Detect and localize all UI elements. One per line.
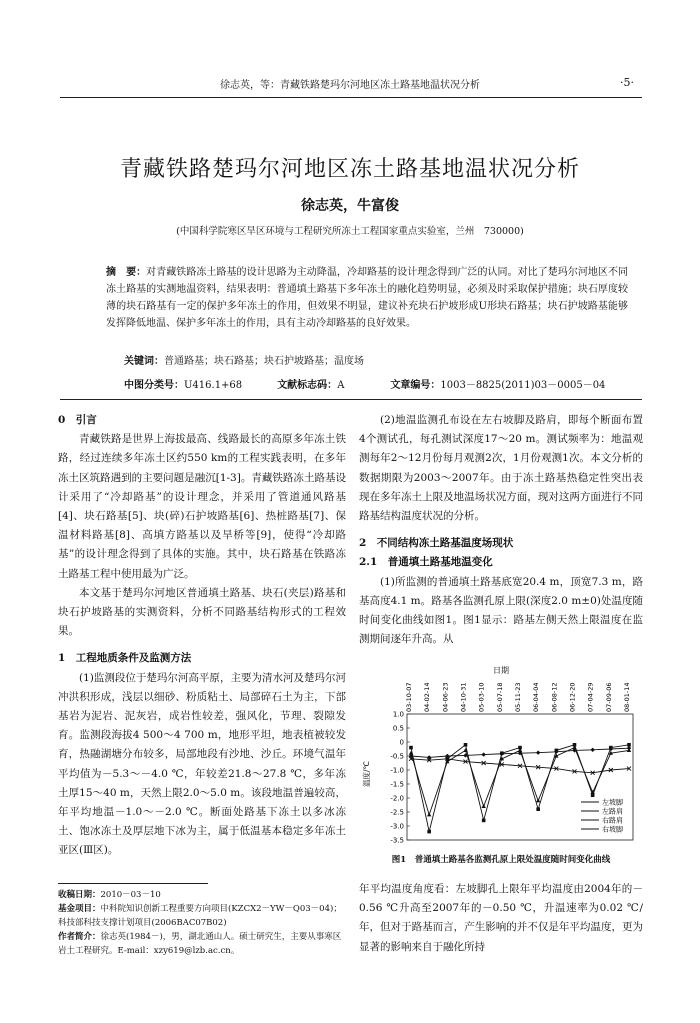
article-label: 文章编号： [390,380,441,391]
data-point [536,807,540,811]
y-tick-label: -1.5 [390,780,404,789]
data-point [500,751,504,755]
page-number: ·5· [620,76,634,89]
y-tick-label: -3.5 [390,836,404,845]
x-tick-label: 05-11-23 [514,682,522,712]
abstract-text: 对青藏铁路冻土路基的设计思路为主动降温，冷却路基的设计理念得到广泛的认同。对比了楚玛尔河地区不同冻土路基的实测地温资料，结果表明：普通填土路基下多年冻土的融化趋势明显，必须及时采取保护措施；块石厚度较薄的块石路基有一定的保护多年冻土的作用，但效果不明显，建议补充块石护坡形成U形块石路基；块石护坡路基能够发挥降低地温、保护多年冻土的作用，具有主动冷却路基的良好效果。 [106,267,629,329]
clc-label: 中图分类号： [124,380,184,391]
data-point [590,748,594,752]
data-point [481,804,485,808]
received-label: 收稿日期： [58,890,101,900]
x-tick-label: 05-07-18 [495,682,504,712]
keywords [124,352,364,367]
series-line [411,748,629,815]
header-rule [60,97,642,98]
y-tick-label: -2.0 [390,794,404,803]
section-0-paragraph-2: 本文基于楚玛尔河地区普通填土路基、块石(夹层)路基和块石护坡路基的实测资料，分析不同路基结构形式的工程效果。 [58,586,346,638]
right-paragraph-cont: (2)地温监测孔布设在左右坡脚及路肩，即每个断面布置4个测试孔，每孔测试深度17～20 m。测试频率为：地温观测每年2～12月份每月观测2次，1月份观测1次。本文分析的数据期限为2003～2007年。由于冻土路基热稳定性突出表现在多年冻土上限及地温场状况方面，现对这两方面进行不同路基结构温度状况的分析。 [359,414,643,523]
right-column-bottom [359,880,643,957]
data-point [464,743,468,747]
paper-title: 青藏铁路楚玛尔河地区冻土路基地温状况分析 [119,157,580,182]
running-header: 徐志英，等：青藏铁路楚玛尔河地区冻土路基地温状况分析 [220,80,480,91]
data-point [409,746,413,750]
y-axis-label: 温度/℃ [362,761,371,787]
section-0-paragraph-1: 青藏铁路是世界上海拔最高、线路最长的高原多年冻土铁路，经过连续多年冻土区约550 km的工程实践表明，在多年冻土区筑路遇到的主要问题是融沉[1-3]。青藏铁路冻土路基设计采用了“冷却路基”的设计理念，并采用了管道通风路基[4]、块石路基[5]、块(碎)石护坡路基[6]、热桩路基[7]、保温材料路基[8]、高填方路基以及旱桥等[9]，使得“冷却路基”的设计理念得到了具体的实施。其中，块石路基在铁路冻土路基工程中使用最为广泛。 [58,433,346,580]
data-point [536,750,540,754]
paper-authors: 徐志英，牛富俊 [301,198,399,214]
figure-1-chart [359,664,643,850]
y-tick-label: -2.5 [390,808,404,817]
figure-1-caption: 图1 普通填土路基各监测孔原上限处温度随时间变化曲线 [391,855,611,865]
abstract-label: 摘 要： [106,267,147,278]
keywords-text: 普通路基；块石路基；块石护坡路基；温度场 [164,356,364,367]
received-date: 2010－03－10 [100,890,161,900]
left-column [58,411,346,861]
right-paragraph-after-figure: 年平均温度角度看：左坡脚孔上限年平均温度由2004年的－0.56 ℃升高至2007年的－0.50 ℃，升温速率为0.02 ℃/年，但对于路基而言，产生影响的并不仅是年平均温度，更为显著的影响来自于融化所持 [359,883,643,953]
paper-affiliation: (中国科学院寒区旱区环境与工程研究所冻土工程国家重点实验室，兰州 730000) [176,226,524,237]
x-tick-label: 07-09-06 [604,682,613,712]
data-point [555,749,559,753]
section-2-1-paragraph-1: (1)所监测的普通填土路基底宽20.4 m，顶宽7.3 m，路基高度4.1 m。路基各监测孔原上限(深度2.0 m±0)处温度随时间变化曲线如图1。图1显示：路基左侧天然上限温度在监测期间逐年升高。从 [359,575,643,646]
section-2-heading: 2 不同结构冻土路基温度场现状 [359,537,514,550]
x-tick-label: 04-06-23 [441,682,450,712]
data-point [481,752,485,756]
y-tick-label: 0 [399,738,404,747]
section-1-paragraph-1: (1)监测段位于楚玛尔河高平原，主要为清水河及楚玛尔河冲洪积形成，浅层以细砂、粉质粘土、局部碎石土为主，下部基岩为泥岩、泥灰岩，成岩性较差，强风化，节理、裂隙发育。监测段海拔4 500～4 700 m，地形平坦，地表植被较发育，热融湖塘分布较多，局部地段有沙地、沙丘。环境气温年平均值为－5.3～－4.0 ℃，年较差21.8～27.8 ℃，多年冻土厚15～40 m，天然上限2.0～5.0 m。该段地温普遍较高，年平均地温－1.0～－2.0 ℃。断面处路基下冻土以多冰冻土、饱冰冻土及厚层地下冰为主，属于低温基本稳定多年冻土亚区(Ⅲ区)。 [58,671,346,857]
classification-line [124,376,634,391]
x-tick-label: 04-10-31 [459,682,468,712]
legend-entry: 右路肩 [602,816,623,825]
fund-label: 基金项目： [58,904,101,914]
series-line [411,745,629,832]
y-tick-label: -0.5 [390,752,404,761]
data-point [427,830,431,834]
x-tick-label: 04-02-14 [423,682,432,712]
legend-entry: 左坡脚 [602,798,623,807]
article-number: 1003－8825(2011)03－0005－04 [440,380,606,391]
section-1-heading: 1 工程地质条件及监测方法 [58,652,192,665]
doc-label: 文献标志码： [277,380,338,391]
clc-code: U416.1+68 [184,380,243,391]
section-0-heading: 0 引言 [58,414,97,426]
footnotes [58,888,348,958]
x-tick-label: 05-03-10 [477,682,486,712]
right-column-top [359,411,643,649]
x-tick-label: 06-08-12 [550,682,559,712]
chart-title: 日期 [493,666,509,675]
x-tick-label: 06-04-04 [532,682,541,712]
x-tick-label: 06-12-20 [568,682,577,712]
data-point [482,819,486,823]
y-tick-label: 1.0 [392,710,404,719]
section-2-1-heading: 2.1 普通填土路基地温变化 [359,556,493,569]
fund-text: 中科院知识创新工程重要方向项目(KZCX2－YW－Q03－04)；科技部科技支撑计划项目(2006BAC07B02) [58,904,342,928]
y-tick-label: -3.0 [390,822,404,831]
plot-frame [407,714,633,840]
author-bio-label: 作者简介： [58,932,101,942]
y-tick-label: -1.0 [390,766,404,775]
data-point [536,798,540,802]
author-bio-text: 徐志英(1984－)，男，湖北通山人。硕士研究生，主要从事寒区岩土工程研究。E-mail：xzy619@lzb.ac.cn。 [58,932,342,956]
data-point [627,743,631,747]
data-point [609,746,613,750]
y-tick-label: 0.5 [392,724,404,733]
keywords-label: 关键词： [124,356,164,367]
x-tick-label: 08-01-14 [623,682,631,712]
doc-code: A [337,380,345,391]
x-tick-label: 07-04-29 [586,682,595,712]
legend-entry: 右坡脚 [602,825,623,834]
data-point [427,812,431,816]
abstract [106,264,628,332]
abstract-rule [60,399,642,400]
footnote-rule [58,883,208,884]
x-tick-label: 03-10-07 [405,682,413,712]
legend-entry: 左路肩 [602,807,623,816]
